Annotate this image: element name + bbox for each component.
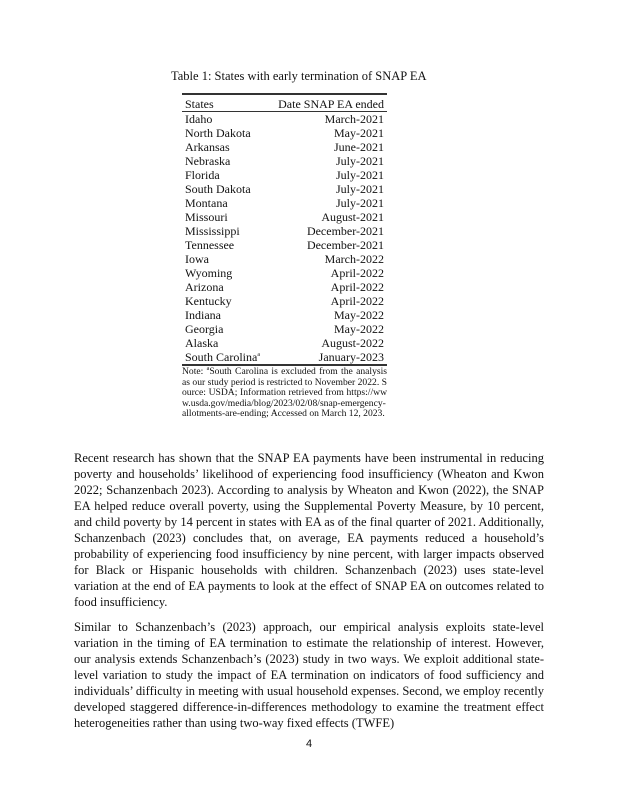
note-text: South Carolina is excluded from the analysis as our study period is restricted to November 2022. Source: USDA; Information retrieved from https://www.usda.gov/media/blog/2023/02/08/snap-emergency-allotments-are-ending; Accessed on March 12, 2023. (182, 366, 387, 419)
table-caption: Table 1: States with early termination of SNAP EA (171, 69, 427, 83)
date-cell: April-2022 (330, 294, 384, 308)
state-cell (182, 154, 268, 168)
table-row (182, 196, 387, 210)
note-footnote-marker: a (206, 365, 210, 372)
state-cell (182, 336, 268, 350)
table-row (182, 308, 387, 322)
state-name: Missouri (185, 210, 228, 224)
date-cell: July-2021 (336, 154, 384, 168)
state-name: Iowa (185, 252, 209, 266)
table-row (182, 182, 387, 196)
state-cell (182, 308, 268, 322)
table-row (182, 112, 387, 127)
state-name: Alaska (185, 336, 219, 350)
state-cell (182, 182, 268, 196)
state-cell (182, 140, 268, 154)
table-row (182, 168, 387, 182)
table-row (182, 126, 387, 140)
date-cell: May-2022 (334, 308, 384, 322)
state-cell (182, 224, 268, 238)
table-note (182, 367, 387, 420)
state-name: Wyoming (185, 266, 233, 280)
state-name: South Carolina (185, 350, 258, 364)
state-name: Arizona (185, 280, 224, 294)
state-name: Montana (185, 196, 228, 210)
states-table (182, 93, 387, 366)
state-name: South Dakota (185, 182, 251, 196)
table-row (182, 154, 387, 168)
date-cell: March-2022 (324, 252, 384, 266)
date-cell: April-2022 (330, 266, 384, 280)
date-cell: December-2021 (306, 238, 384, 252)
state-name: Arkansas (185, 140, 230, 154)
state-cell (182, 280, 268, 294)
note-label: Note: (182, 366, 204, 377)
state-name: Idaho (185, 112, 213, 126)
table-row (182, 140, 387, 154)
state-cell (182, 126, 268, 140)
state-cell (182, 210, 268, 224)
state-name: Tennessee (185, 238, 235, 252)
state-cell (182, 294, 268, 308)
table-row (182, 210, 387, 224)
date-cell: April-2022 (330, 280, 384, 294)
date-cell: May-2021 (334, 126, 384, 140)
state-name: North Dakota (185, 126, 251, 140)
header-states: States (182, 95, 268, 112)
date-cell: August-2021 (321, 210, 384, 224)
state-name: Indiana (185, 308, 221, 322)
date-cell: July-2021 (336, 182, 384, 196)
table-header-row (182, 95, 387, 112)
state-cell (182, 238, 268, 252)
state-name: Nebraska (185, 154, 231, 168)
page-number: 4 (305, 738, 313, 750)
table-row (182, 266, 387, 280)
header-date-ended: Date SNAP EA ended (268, 95, 387, 112)
state-cell (182, 350, 268, 365)
date-cell: August-2022 (321, 336, 384, 350)
states-table-grid (182, 95, 387, 366)
date-cell: May-2022 (334, 322, 384, 336)
state-cell (182, 112, 268, 127)
body-text (74, 450, 544, 740)
footnote-marker: a (257, 352, 260, 358)
date-cell: July-2021 (336, 196, 384, 210)
date-cell: June-2021 (334, 140, 384, 154)
state-cell (182, 322, 268, 336)
table-row (182, 294, 387, 308)
paragraph: Recent research has shown that the SNAP EA payments have been instrumental in reducing poverty and households’ likelihood of experiencing food insufficiency (Wheaton and Kwon 2022; Schanzenbach 2023). According to analysis by Wheaton and Kwon (2022), the SNAP EA helped reduce overall poverty, using the Supplemental Poverty Measure, by 10 percent, and child poverty by 14 percent in states with EA as of the final quarter of 2021. Additionally, Schanzenbach (2023) concludes that, on average, EA payments reduced a household’s probability of experiencing food insufficiency by nine percent, with larger impacts observed for Black or Hispanic households with children. Schanzenbach (2023) uses state-level variation at the end of EA payments to look at the effect of SNAP EA on outcomes related to food insufficiency. (74, 451, 544, 609)
paragraph: Similar to Schanzenbach’s (2023) approach, our empirical analysis exploits state-level variation in the timing of EA termination to estimate the relationship of interest. However, our analysis extends Schanzenbach’s (2023) study in two ways. We exploit additional state-level variation to study the impact of EA termination on indicators of food sufficiency and individuals’ difficulty in meeting with usual household expenses. Second, we employ recently developed staggered difference-in-differences methodology to examine the treatment effect heterogeneities rather than using two-way fixed effects (TWFE) (74, 620, 544, 730)
state-name: Florida (185, 168, 220, 182)
state-cell (182, 168, 268, 182)
state-cell (182, 252, 268, 266)
state-cell (182, 266, 268, 280)
date-cell: January-2023 (268, 350, 387, 365)
date-cell: March-2021 (324, 112, 384, 126)
table-row (182, 350, 387, 365)
table-row (182, 252, 387, 266)
date-cell: July-2021 (336, 168, 384, 182)
table-row (182, 336, 387, 350)
state-cell (182, 196, 268, 210)
state-name: Kentucky (185, 294, 232, 308)
table-row (182, 280, 387, 294)
table-body (182, 112, 387, 366)
table-row (182, 322, 387, 336)
state-name: Mississippi (185, 224, 240, 238)
table-row (182, 224, 387, 238)
state-name: Georgia (185, 322, 224, 336)
table-row (182, 238, 387, 252)
date-cell: December-2021 (306, 224, 384, 238)
